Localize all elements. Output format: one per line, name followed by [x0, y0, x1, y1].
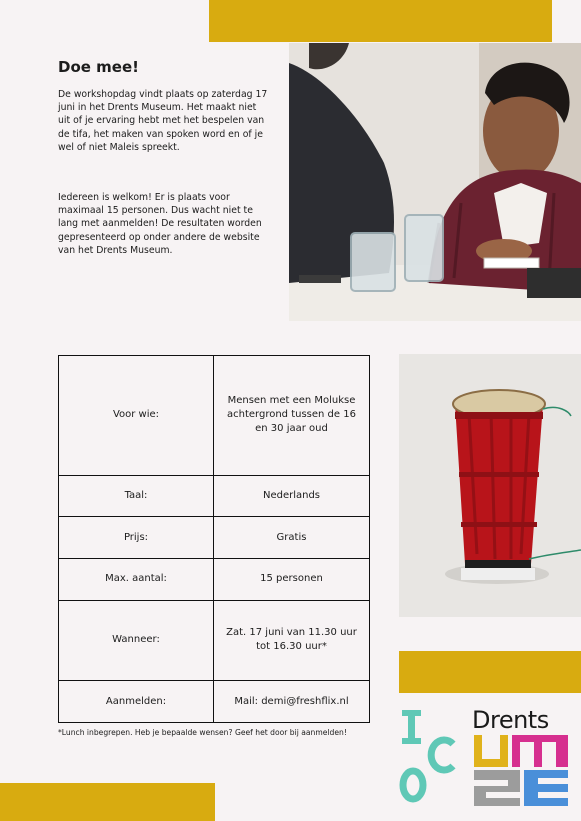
welcome-paragraph-line: van het Drents Museum.	[58, 244, 173, 256]
drents-museum-wordmark: Drents	[472, 706, 549, 734]
intro-paragraph: De workshopdag vindt plaats op zaterdag 17 juni in het Drents Museum. Het maakt niet uit of je ervaring hebt met het bespelen van de tifa, het maken van spoken word en of je wel of niet Maleis spreekt.	[58, 89, 268, 153]
table-row	[59, 356, 370, 476]
welcome-paragraph	[58, 191, 270, 257]
table-row	[59, 600, 370, 681]
workshop-info-table	[58, 355, 370, 723]
decorative-yellow-bar-bottom	[0, 783, 215, 821]
table-label: Prijs:	[59, 517, 214, 559]
page-heading: Doe mee!	[58, 58, 139, 76]
workshop-photo-illustration	[289, 43, 581, 321]
table-label: Taal:	[59, 475, 214, 517]
table-row	[59, 475, 370, 517]
table-label: Voor wie:	[59, 356, 214, 476]
ico-logo	[398, 708, 460, 803]
tifa-drum-illustration	[399, 354, 581, 617]
workshop-photo	[289, 43, 581, 321]
table-row	[59, 681, 370, 723]
decorative-yellow-bar-right	[399, 651, 581, 693]
table-value[interactable]: Mail: demi@freshflix.nl	[214, 681, 370, 723]
table-row	[59, 558, 370, 600]
drents-museum-logo	[472, 708, 572, 808]
footnote: *Lunch inbegrepen. Heb je bepaalde wensen? Geef het door bij aanmelden!	[58, 728, 347, 737]
welcome-paragraph-line: Iedereen is welkom! Er is plaats voor maximaal 15 personen. Dus wacht niet te lang met aanmelden! De resultaten worden gepresenteerd op onder andere de website	[58, 192, 262, 243]
table-value: Zat. 17 juni van 11.30 uur tot 16.30 uur*	[214, 600, 370, 681]
ico-logo-mark	[398, 708, 460, 803]
table-value: Gratis	[214, 517, 370, 559]
table-value: Mensen met een Molukse achtergrond tussen de 16 en 30 jaar oud	[214, 356, 370, 476]
table-label: Aanmelden:	[59, 681, 214, 723]
table-value: Nederlands	[214, 475, 370, 517]
table-row	[59, 517, 370, 559]
table-label: Wanneer:	[59, 600, 214, 681]
tifa-drum-photo	[399, 354, 581, 617]
table-value: 15 personen	[214, 558, 370, 600]
table-label: Max. aantal:	[59, 558, 214, 600]
museum-letters-mark	[472, 708, 572, 808]
decorative-yellow-bar-top	[209, 0, 552, 42]
